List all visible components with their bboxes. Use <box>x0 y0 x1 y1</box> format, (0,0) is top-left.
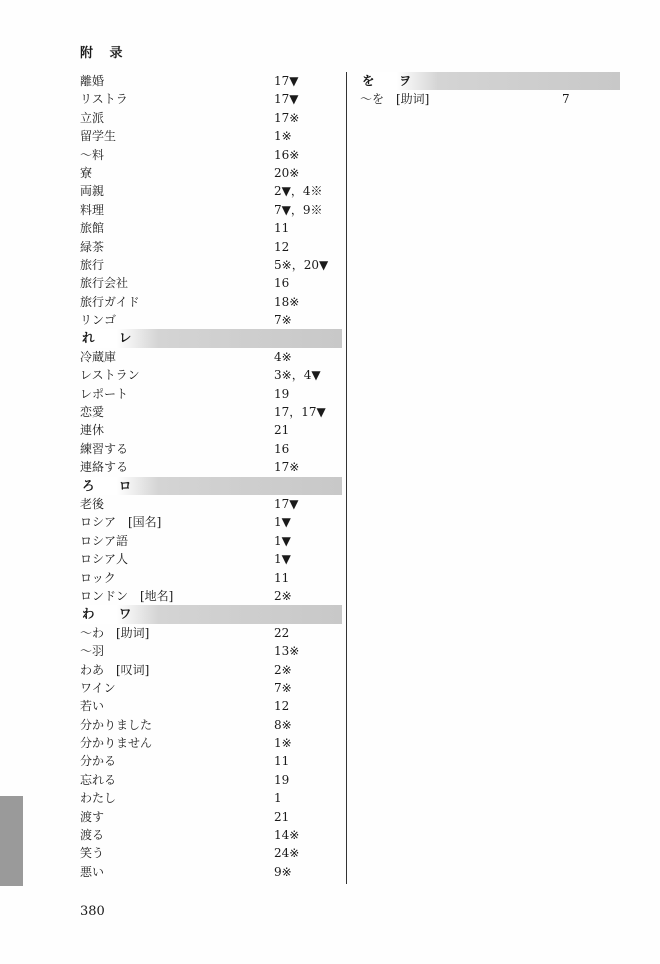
entry-lesson-ref: 11 <box>274 221 290 236</box>
index-entry <box>80 385 342 403</box>
entry-lesson-ref: 5※，20▼ <box>274 257 329 272</box>
index-entry <box>80 90 342 108</box>
page-header: 附 录 <box>80 46 129 61</box>
entry-term: ～わ [助词] <box>80 625 150 640</box>
entry-lesson-ref: 1▼ <box>274 515 291 530</box>
entry-term: 立派 <box>80 110 105 125</box>
entry-term: 寮 <box>80 165 93 180</box>
index-entry <box>80 642 342 660</box>
entry-lesson-ref: 1※ <box>274 736 292 751</box>
entry-lesson-ref: 2▼，4※ <box>274 184 323 199</box>
entry-lesson-ref: 1▼ <box>274 533 291 548</box>
index-entry <box>80 771 342 789</box>
column-divider <box>346 72 347 884</box>
index-entry <box>80 495 342 513</box>
entry-term: リンゴ <box>80 313 117 328</box>
entry-lesson-ref: 20※ <box>274 165 300 180</box>
index-entry <box>80 238 342 256</box>
index-entry <box>80 366 342 384</box>
index-entry <box>80 274 342 292</box>
entry-term: 冷蔵庫 <box>80 349 117 364</box>
entry-term: 分かる <box>80 754 117 769</box>
index-entry <box>80 716 342 734</box>
entry-term: ～羽 <box>80 644 105 659</box>
entry-lesson-ref: 17※ <box>274 110 300 125</box>
section-heading <box>360 72 620 90</box>
index-entry <box>80 458 342 476</box>
entry-lesson-ref: 16 <box>274 276 290 291</box>
index-entry <box>80 587 342 605</box>
thumb-tab <box>0 796 23 886</box>
index-entry <box>80 182 342 200</box>
entry-term: 笑う <box>80 846 105 861</box>
entry-term: レポート <box>80 386 129 401</box>
index-entry <box>80 808 342 826</box>
index-entry <box>80 72 342 90</box>
entry-term: 忘れる <box>80 772 117 787</box>
entry-term: 渡る <box>80 828 105 843</box>
index-entry <box>80 697 342 715</box>
section-label: れ レ <box>82 330 142 346</box>
index-entry <box>360 90 620 108</box>
entry-lesson-ref: 2※ <box>274 588 292 603</box>
section-heading <box>80 477 342 495</box>
entry-term: 留学生 <box>80 129 117 144</box>
entry-term: 若い <box>80 699 105 714</box>
index-entry <box>80 624 342 642</box>
entry-lesson-ref: 16 <box>274 441 290 456</box>
entry-term: レストラン <box>80 368 140 383</box>
entry-lesson-ref: 17▼ <box>274 74 299 88</box>
entry-lesson-ref: 1※ <box>274 129 292 144</box>
entry-lesson-ref: 19 <box>274 772 290 787</box>
entry-lesson-ref: 1▼ <box>274 552 291 567</box>
entry-term: 旅行ガイド <box>80 294 140 309</box>
entry-lesson-ref: 17▼ <box>274 496 299 511</box>
entry-lesson-ref: 22 <box>274 625 290 640</box>
index-entry <box>80 219 342 237</box>
entry-lesson-ref: 1 <box>274 791 282 806</box>
entry-term: ロシア語 <box>80 533 129 548</box>
entry-term: わあ [叹词] <box>80 662 150 677</box>
index-entry <box>80 146 342 164</box>
entry-term: 渡す <box>80 809 105 824</box>
index-entry <box>80 550 342 568</box>
entry-lesson-ref: 16※ <box>274 147 300 162</box>
entry-lesson-ref: 7※ <box>274 680 292 695</box>
index-entry <box>80 440 342 458</box>
entry-lesson-ref: 4※ <box>274 349 292 364</box>
index-column-left <box>80 72 342 881</box>
entry-term: わたし <box>80 791 117 806</box>
entry-lesson-ref: 11 <box>274 754 290 769</box>
entry-term: 分かりました <box>80 717 153 732</box>
entry-lesson-ref: 18※ <box>274 294 300 309</box>
entry-term: ロンドン [地名] <box>80 588 174 603</box>
entry-term: ～料 <box>80 147 105 162</box>
index-entry <box>80 844 342 862</box>
entry-term: リストラ <box>80 92 128 107</box>
index-entry <box>80 127 342 145</box>
entry-term: ロシア [国名] <box>80 515 162 530</box>
page-number: 380 <box>80 904 105 919</box>
entry-lesson-ref: 13※ <box>274 644 300 659</box>
entry-lesson-ref: 24※ <box>274 846 300 861</box>
entry-lesson-ref: 17▼ <box>274 92 299 107</box>
entry-lesson-ref: 3※，4▼ <box>274 368 321 383</box>
entry-term: 旅館 <box>80 221 105 236</box>
entry-term: ワイン <box>80 680 116 695</box>
entry-lesson-ref: 7※ <box>274 313 292 328</box>
entry-lesson-ref: 17，17▼ <box>274 405 326 420</box>
section-label: わ ワ <box>82 606 142 622</box>
entry-term: 緑茶 <box>80 239 105 254</box>
entry-term: 練習する <box>80 441 129 456</box>
entry-term: 連絡する <box>80 460 129 475</box>
entry-lesson-ref: 14※ <box>274 828 300 843</box>
index-entry <box>80 789 342 807</box>
index-entry <box>80 421 342 439</box>
section-label: を ヲ <box>362 73 422 88</box>
index-entry <box>80 826 342 844</box>
entry-lesson-ref: 12 <box>274 239 290 254</box>
entry-term: 老後 <box>80 496 105 511</box>
entry-term: ～を [助词] <box>360 92 430 107</box>
index-entry <box>80 256 342 274</box>
index-entry <box>80 752 342 770</box>
entry-term: 悪い <box>80 864 105 879</box>
entry-lesson-ref: 8※ <box>274 717 292 732</box>
index-column-right <box>360 72 620 109</box>
index-entry <box>80 863 342 881</box>
entry-term: 連休 <box>80 423 105 438</box>
index-entry <box>80 403 342 421</box>
index-entry <box>80 311 342 329</box>
entry-lesson-ref: 19 <box>274 386 290 401</box>
index-entry <box>80 734 342 752</box>
section-heading <box>80 329 342 347</box>
index-entry <box>80 164 342 182</box>
entry-term: 旅行 <box>80 257 105 272</box>
index-entry <box>80 348 342 366</box>
entry-term: 分かりません <box>80 736 153 751</box>
index-entry <box>80 201 342 219</box>
entry-term: ロシア人 <box>80 552 129 567</box>
entry-term: 両親 <box>80 184 105 199</box>
index-entry <box>80 293 342 311</box>
entry-lesson-ref: 7▼，9※ <box>274 202 323 217</box>
entry-term: ロック <box>80 570 116 585</box>
entry-term: 恋愛 <box>80 405 105 420</box>
index-entry <box>80 513 342 531</box>
section-heading <box>80 605 342 623</box>
index-entry <box>80 109 342 127</box>
index-entry <box>80 679 342 697</box>
entry-lesson-ref: 9※ <box>274 864 292 879</box>
entry-lesson-ref: 2※ <box>274 662 292 677</box>
section-label: ろ ロ <box>82 477 142 493</box>
entry-lesson-ref: 12 <box>274 699 290 714</box>
entry-term: 料理 <box>80 202 105 217</box>
entry-lesson-ref: 17※ <box>274 460 300 475</box>
entry-lesson-ref: 21 <box>274 423 290 438</box>
index-entry <box>80 532 342 550</box>
entry-lesson-ref: 11 <box>274 570 290 585</box>
index-entry <box>80 661 342 679</box>
index-entry <box>80 569 342 587</box>
entry-term: 旅行会社 <box>80 276 129 291</box>
entry-lesson-ref: 7 <box>562 92 570 107</box>
entry-term: 離婚 <box>80 74 105 88</box>
entry-lesson-ref: 21 <box>274 809 290 824</box>
